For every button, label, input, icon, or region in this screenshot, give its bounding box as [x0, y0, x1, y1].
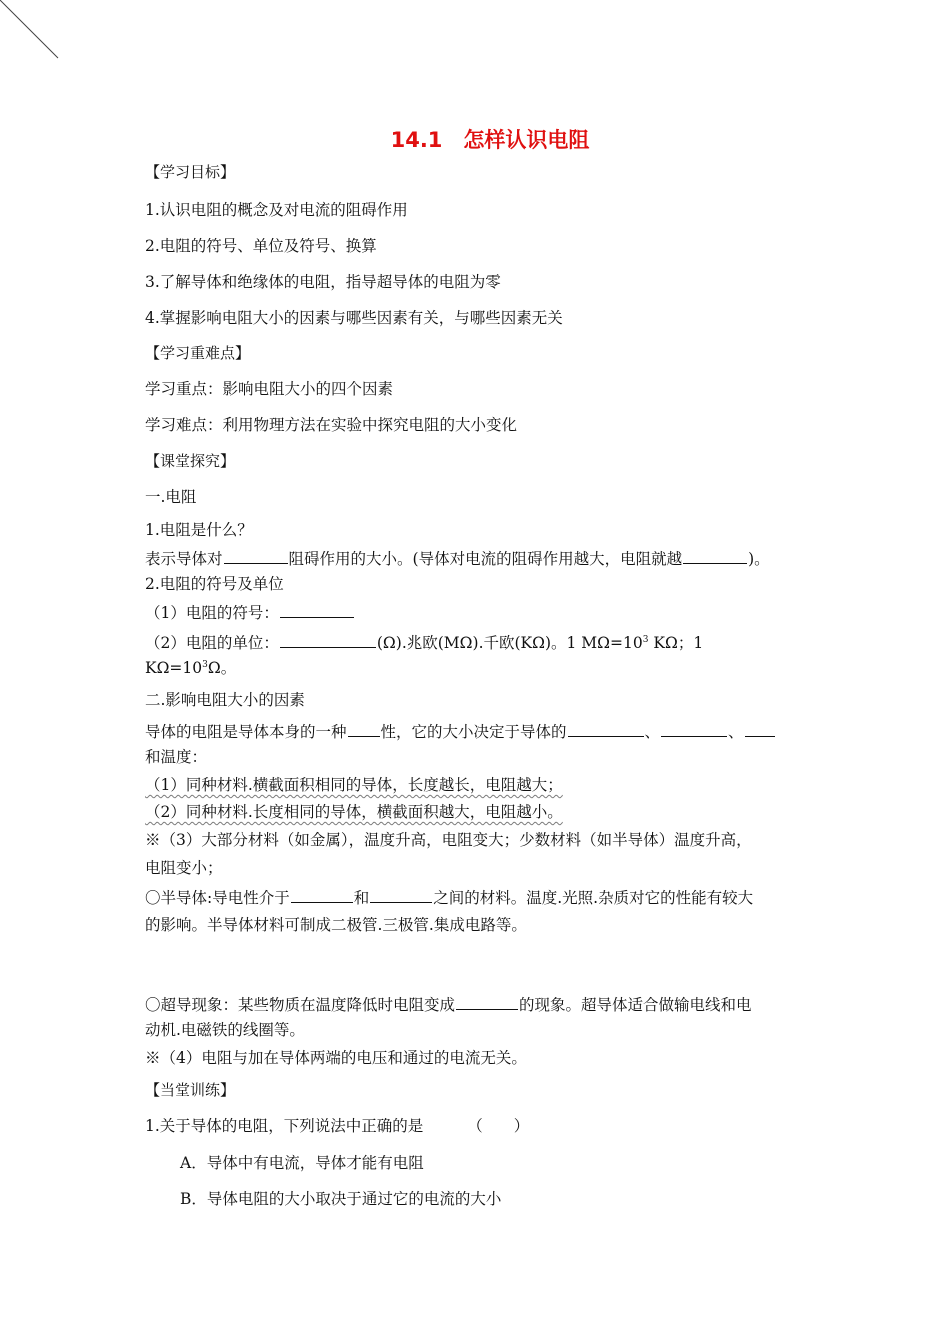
- unit-label: （2）电阻的单位：: [145, 634, 279, 652]
- intro-sep-1: 、: [644, 723, 661, 741]
- section-objectives: 【学习目标】: [145, 163, 236, 181]
- q1-text-c: )。: [748, 550, 770, 568]
- section-practice: 【当堂训练】: [145, 1081, 236, 1099]
- blank-field[interactable]: [348, 720, 380, 737]
- blank-field[interactable]: [456, 993, 518, 1010]
- key-difficulty: 学习难点：利用物理方法在实验中探究电阻的大小变化: [145, 416, 518, 434]
- part2-intro-end: 和温度：: [145, 748, 208, 766]
- super-text-b: 的现象。超导体适合做输电线和电: [519, 996, 752, 1014]
- blank-field[interactable]: [568, 720, 644, 737]
- practice-q1: [145, 1116, 529, 1136]
- key-focus: 学习重点：影响电阻大小的四个因素: [145, 380, 394, 398]
- semi-text-a: 〇半导体:导电性介于: [145, 889, 290, 907]
- unit-text-cont: KΩ；1: [648, 634, 704, 652]
- practice-q1-text: 1.关于导体的电阻，下列说法中正确的是: [145, 1117, 424, 1135]
- answer-paren[interactable]: （ ）: [467, 1117, 530, 1135]
- option-a[interactable]: A．导体中有电流，导体才能有电阻: [180, 1154, 424, 1172]
- objective-2: 2.电阻的符号、单位及符号、换算: [145, 237, 377, 255]
- section-key-points: 【学习重难点】: [145, 344, 251, 362]
- section-explore: 【课堂探究】: [145, 452, 236, 470]
- symbol-line: [145, 601, 355, 623]
- blank-field[interactable]: [683, 547, 747, 564]
- super-text-a: 〇超导现象：某些物质在温度降低时电阻变成: [145, 996, 456, 1014]
- blank-field[interactable]: [745, 720, 775, 737]
- part1-q1: 1.电阻是什么？: [145, 521, 253, 539]
- superconductor-line-2: 动机.电磁铁的线圈等。: [145, 1021, 305, 1039]
- intro-sep-2: 、: [728, 723, 744, 741]
- part1-heading: 一.电阻: [145, 488, 197, 506]
- rule-1: [145, 775, 563, 795]
- blank-field[interactable]: [291, 886, 353, 903]
- semi-text-b: 和: [353, 889, 370, 907]
- unit-exponent-2: 3: [202, 659, 208, 670]
- rule-2: [145, 802, 563, 822]
- objective-1: 1.认识电阻的概念及对电流的阻碍作用: [145, 201, 408, 219]
- unit-text-e: Ω。: [207, 659, 237, 677]
- intro-text-b: 性，它的大小决定于导体的: [380, 723, 567, 741]
- rule-3b: 电阻变小；: [145, 859, 223, 877]
- symbol-label: （1）电阻的符号：: [145, 604, 279, 622]
- option-b[interactable]: B．导体电阻的大小取决于通过它的电流的大小: [180, 1190, 502, 1208]
- blank-field[interactable]: [280, 601, 354, 618]
- unit-text-d: KΩ=10: [145, 659, 203, 677]
- intro-text-a: 导体的电阻是导体本身的一种: [145, 723, 347, 741]
- blank-field[interactable]: [661, 720, 727, 737]
- corner-fold-line: [0, 0, 80, 80]
- blank-field[interactable]: [370, 886, 432, 903]
- part1-q2: 2.电阻的符号及单位: [145, 575, 284, 593]
- semi-text-c: 之间的材料。温度.光照.杂质对它的性能有较大: [433, 889, 754, 907]
- rule-3a: ※（3）大部分材料（如金属），温度升高，电阻变大；少数材料（如半导体）温度升高，: [145, 831, 752, 849]
- unit-exponent: 3: [642, 634, 649, 645]
- unit-text: (Ω).兆欧(MΩ).千欧(KΩ)。1 MΩ=10: [376, 634, 643, 652]
- part2-heading: 二.影响电阻大小的因素: [145, 691, 305, 709]
- q1-text-a: 表示导体对: [145, 550, 223, 568]
- rule-2-text: （2）同种材料.长度相同的导体，横截面积越大，电阻越小。: [145, 803, 563, 821]
- page-title: 14.1 怎样认识电阻: [390, 128, 590, 152]
- unit-line-2: [145, 658, 236, 678]
- semiconductor-line: [145, 886, 753, 908]
- superconductor-line: [145, 993, 752, 1015]
- semiconductor-line-2: 的影响。半导体材料可制成二极管.三极管.集成电路等。: [145, 916, 527, 934]
- part1-q1-answer-line: [145, 547, 770, 569]
- q1-text-b: 阻碍作用的大小。(导体对电流的阻碍作用越大，电阻就越: [288, 550, 683, 568]
- blank-field[interactable]: [224, 547, 288, 564]
- blank-field[interactable]: [280, 631, 376, 648]
- unit-line: [145, 631, 703, 653]
- objective-3: 3.了解导体和绝缘体的电阻，指导超导体的电阻为零: [145, 273, 501, 291]
- rule-4: ※（4）电阻与加在导体两端的电压和通过的电流无关。: [145, 1049, 527, 1067]
- part2-intro: [145, 720, 776, 742]
- rule-1-text: （1）同种材料.横截面积相同的导体，长度越长，电阻越大；: [145, 776, 563, 794]
- objective-4: 4.掌握影响电阻大小的因素与哪些因素有关，与哪些因素无关: [145, 309, 563, 327]
